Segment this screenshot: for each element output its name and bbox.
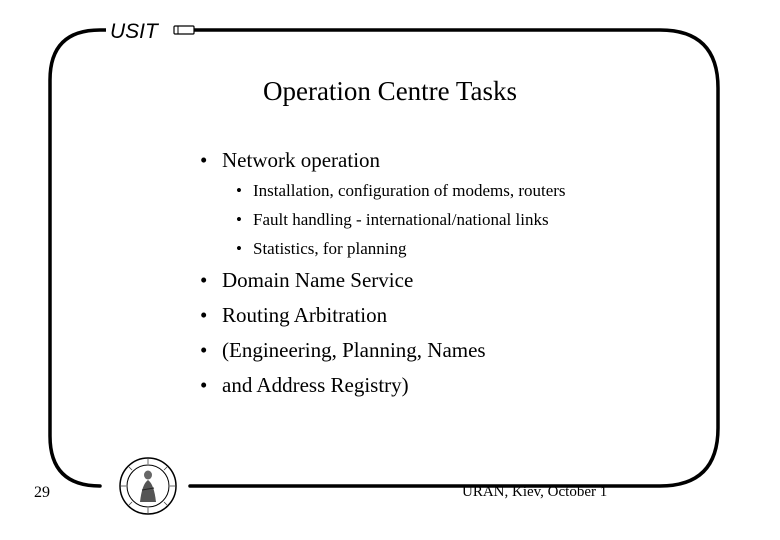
bullet-text: Routing Arbitration bbox=[222, 303, 388, 327]
bullet-text: Network operation bbox=[222, 148, 381, 172]
sub-bullet-text: Fault handling - international/national links bbox=[253, 210, 549, 229]
bullet-text: and Address Registry) bbox=[222, 373, 409, 397]
pen-icon bbox=[174, 26, 199, 34]
sub-bullet-statistics bbox=[236, 239, 406, 259]
sub-bullet-text: Statistics, for planning bbox=[253, 239, 407, 258]
bullet-address-registry bbox=[200, 373, 409, 398]
bullet-domain-name-service bbox=[200, 268, 413, 293]
bullet-dot: • bbox=[200, 338, 208, 362]
sub-bullet-fault-handling bbox=[236, 210, 549, 230]
bullet-dot: • bbox=[200, 303, 208, 327]
page-number: 29 bbox=[34, 484, 50, 501]
bullet-dot: • bbox=[236, 239, 242, 258]
bullet-dot: • bbox=[236, 210, 242, 229]
bullet-dot: • bbox=[200, 373, 208, 397]
bullet-routing-arbitration bbox=[200, 303, 387, 328]
bullet-dot: • bbox=[200, 148, 208, 172]
bullet-text: Domain Name Service bbox=[222, 268, 414, 292]
bullet-dot: • bbox=[236, 181, 242, 200]
usit-logo-text: USIT bbox=[106, 20, 162, 44]
slide-title: Operation Centre Tasks bbox=[262, 76, 518, 106]
bullet-dot: • bbox=[200, 268, 208, 292]
university-seal-icon bbox=[118, 456, 178, 516]
bullet-network-operation bbox=[200, 148, 380, 173]
bullet-text: (Engineering, Planning, Names bbox=[222, 338, 486, 362]
sub-bullet-installation bbox=[236, 181, 566, 201]
footer-text: URAN, Kiev, October 1 bbox=[462, 484, 608, 500]
bullet-engineering-planning-names bbox=[200, 338, 486, 363]
sub-bullet-text: Installation, configuration of modems, routers bbox=[253, 181, 566, 200]
